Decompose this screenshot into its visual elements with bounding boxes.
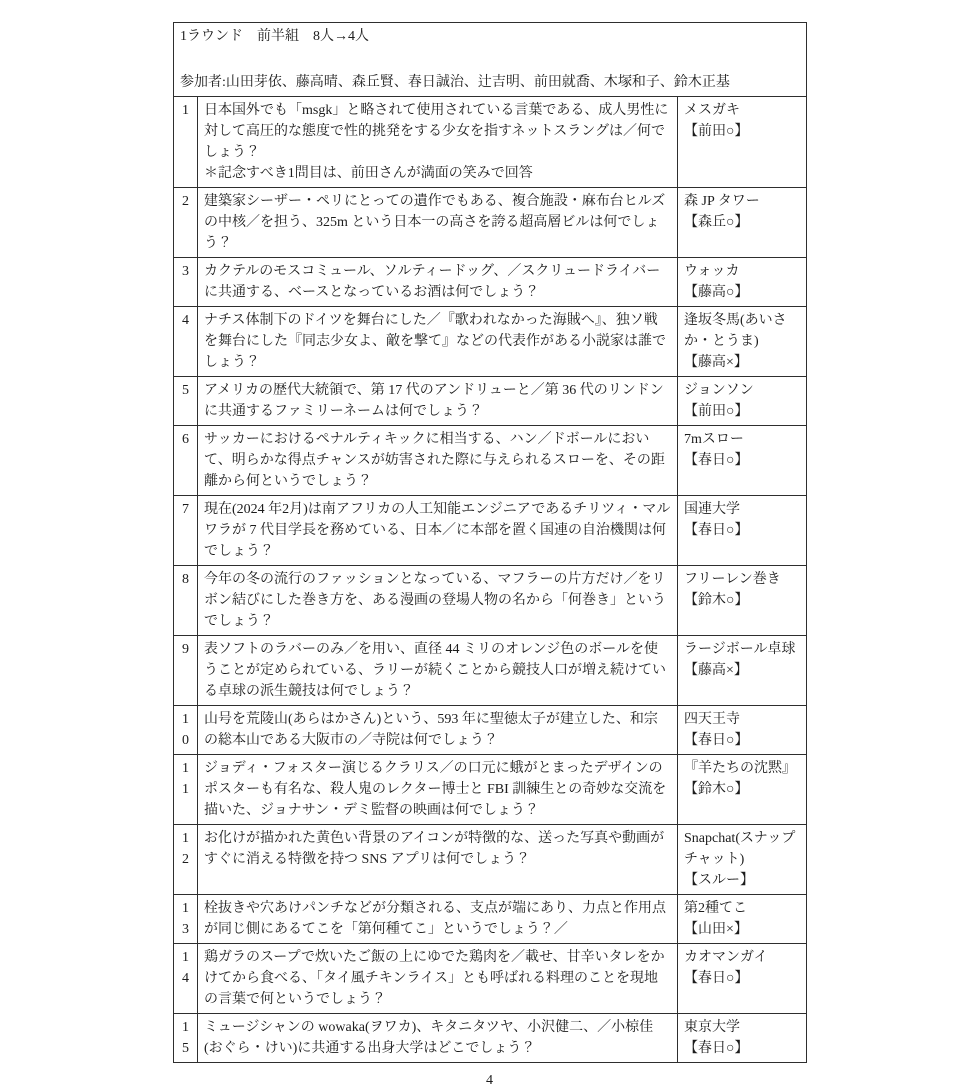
table-row — [174, 755, 807, 825]
question-number: 2 — [174, 188, 198, 258]
answer-text: 7mスロー — [684, 432, 744, 447]
answer-text: カオマンガイ — [684, 950, 768, 965]
answer-text: 四天王寺 — [684, 712, 740, 727]
question-text: 表ソフトのラバーのみ／を用い、直径 44 ミリのオレンジ色のボールを使うことが定められている、ラリーが続くことから競技人口が増え続けている卓球の派生競技は何でしょう？ — [204, 642, 666, 699]
answer-text: フリーレン巻き — [684, 572, 781, 587]
question-text: サッカーにおけるペナルティキックに相当する、ハン／ドボールにおいて、明らかな得点チャンスが妨害された際に与えられるスローを、その距離から何というでしょう？ — [204, 432, 665, 489]
header-cell — [174, 23, 807, 97]
question-number: 7 — [174, 496, 198, 566]
answer-text: メスガキ — [684, 103, 740, 118]
answer-text: Snapchat(スナップチャット) — [684, 831, 796, 867]
question-cell — [198, 307, 678, 377]
question-number: 10 — [174, 706, 198, 755]
question-number: 8 — [174, 566, 198, 636]
answer-cell — [678, 188, 807, 258]
table-row — [174, 706, 807, 755]
question-text: カクテルのモスコミュール、ソルティードッグ、／スクリュードライバーに共通する、ベースとなっているお酒は何でしょう？ — [204, 264, 661, 300]
question-text: ナチス体制下のドイツを舞台にした／『歌われなかった海賊へ』、独ソ戦を舞台にした『同志少女よ、敵を撃て』などの代表作がある小説家は誰でしょう？ — [204, 313, 666, 370]
answer-cell — [678, 258, 807, 307]
header-spacer — [180, 47, 800, 72]
question-cell — [198, 825, 678, 895]
answer-result: 【藤高×】 — [684, 663, 748, 678]
question-cell — [198, 1014, 678, 1063]
answer-cell — [678, 377, 807, 426]
table-row — [174, 426, 807, 496]
question-number: 3 — [174, 258, 198, 307]
answer-result: 【森丘○】 — [684, 215, 749, 230]
answer-cell — [678, 566, 807, 636]
answer-cell — [678, 944, 807, 1014]
answer-text: 逢坂冬馬(あいさか・とうま) — [684, 313, 787, 349]
question-cell — [198, 188, 678, 258]
question-text: 日本国外でも「msgk」と略されて使用されている言葉である、成人男性に対して高圧的な態度で性的挑発をする少女を指すネットスラングは／何でしょう？ — [204, 103, 669, 160]
page-number: 4 — [486, 1073, 493, 1088]
table-row — [174, 307, 807, 377]
answer-result: 【藤高○】 — [684, 285, 749, 300]
answer-cell — [678, 496, 807, 566]
header-row — [174, 23, 807, 97]
question-number: 9 — [174, 636, 198, 706]
answer-cell — [678, 636, 807, 706]
question-cell — [198, 636, 678, 706]
answer-text: 東京大学 — [684, 1020, 740, 1035]
question-cell — [198, 895, 678, 944]
answer-cell — [678, 1014, 807, 1063]
answer-cell — [678, 755, 807, 825]
answer-result: 【前田○】 — [684, 404, 749, 419]
answer-text: 第2種てこ — [684, 901, 747, 916]
table-row — [174, 895, 807, 944]
table-row — [174, 636, 807, 706]
answer-cell — [678, 825, 807, 895]
question-text: 建築家シーザー・ペリにとっての遺作でもある、複合施設・麻布台ヒルズの中核／を担う、325m という日本一の高さを誇る超高層ビルは何でしょう？ — [204, 194, 666, 251]
answer-result: 【山田×】 — [684, 922, 748, 937]
answer-cell — [678, 307, 807, 377]
answer-result: 【スルー】 — [684, 873, 754, 888]
answer-result: 【春日○】 — [684, 971, 749, 986]
question-number: 4 — [174, 307, 198, 377]
question-number: 6 — [174, 426, 198, 496]
answer-result: 【春日○】 — [684, 733, 749, 748]
table-row — [174, 97, 807, 188]
answer-result: 【藤高×】 — [684, 355, 748, 370]
table-row — [174, 496, 807, 566]
question-text: ジョディ・フォスター演じるクラリス／の口元に蛾がとまったデザインのポスターも有名な、殺人鬼のレクター博士と FBI 訓練生との奇妙な交流を描いた、ジョナサン・デミ監督の映画は何でしょう？ — [204, 761, 667, 818]
answer-cell — [678, 97, 807, 188]
question-text: ミュージシャンの wowaka(ヲワカ)、キタニタツヤ、小沢健二、／小椋佳(おぐら・けい)に共通する出身大学はどこでしょう？ — [204, 1020, 654, 1056]
question-text: アメリカの歴代大統領で、第 17 代のアンドリューと／第 36 代のリンドンに共通するファミリーネームは何でしょう？ — [204, 383, 664, 419]
question-number: 12 — [174, 825, 198, 895]
question-text: 現在(2024 年2月)は南アフリカの人工知能エンジニアであるチリツィ・マルワラが 7 代目学長を務めている、日本／に本部を置く国連の自治機関は何でしょう？ — [204, 502, 671, 559]
question-cell — [198, 944, 678, 1014]
answer-cell — [678, 706, 807, 755]
question-text: 栓抜きや穴あけパンチなどが分類される、支点が端にあり、力点と作用点が同じ側にあるてこを「第何種てこ」というでしょう？／ — [204, 901, 666, 937]
question-text: 鶏ガラのスープで炊いたご飯の上にゆでた鶏肉を／載せ、甘辛いタレをかけてから食べる、「タイ風チキンライス」とも呼ばれる料理のことを現地の言葉で何というでしょう？ — [204, 950, 665, 1007]
answer-cell — [678, 895, 807, 944]
question-cell — [198, 377, 678, 426]
round-title: 1ラウンド 前半組 8人→4人 — [180, 29, 369, 44]
table-row — [174, 377, 807, 426]
quiz-table-body — [174, 23, 807, 1063]
answer-result: 【春日○】 — [684, 1041, 749, 1056]
answer-cell — [678, 426, 807, 496]
table-row — [174, 1014, 807, 1063]
answer-text: ジョンソン — [684, 383, 754, 398]
question-number: 15 — [174, 1014, 198, 1063]
table-row — [174, 944, 807, 1014]
question-number: 13 — [174, 895, 198, 944]
question-cell — [198, 566, 678, 636]
question-text: 山号を荒陵山(あらはかさん)という、593 年に聖徳太子が建立した、和宗の総本山である大阪市の／寺院は何でしょう？ — [204, 712, 658, 748]
answer-result: 【鈴木○】 — [684, 593, 749, 608]
question-cell — [198, 97, 678, 188]
question-number: 5 — [174, 377, 198, 426]
question-cell — [198, 706, 678, 755]
table-row — [174, 258, 807, 307]
question-note: ＊記念すべき1問目は、前田さんが満面の笑みで回答 — [204, 166, 533, 181]
answer-text: ラージボール卓球 — [684, 642, 796, 657]
question-text: 今年の冬の流行のファッションとなっている、マフラーの片方だけ／をリボン結びにした巻き方を、ある漫画の登場人物の名から「何巻き」というでしょう？ — [204, 572, 666, 629]
answer-result: 【鈴木○】 — [684, 782, 749, 797]
question-number: 11 — [174, 755, 198, 825]
question-cell — [198, 755, 678, 825]
answer-text: ウォッカ — [684, 264, 740, 279]
question-number: 1 — [174, 97, 198, 188]
quiz-table — [173, 22, 807, 1063]
answer-result: 【春日○】 — [684, 523, 749, 538]
table-row — [174, 566, 807, 636]
table-row — [174, 188, 807, 258]
answer-text: 『羊たちの沈黙』 — [684, 761, 796, 776]
table-row — [174, 825, 807, 895]
question-number: 14 — [174, 944, 198, 1014]
question-text: お化けが描かれた黄色い背景のアイコンが特徴的な、送った写真や動画がすぐに消える特徴を持つ SNS アプリは何でしょう？ — [204, 831, 665, 867]
answer-result: 【春日○】 — [684, 453, 749, 468]
answer-text: 国連大学 — [684, 502, 740, 517]
question-cell — [198, 426, 678, 496]
question-cell — [198, 496, 678, 566]
answer-result: 【前田○】 — [684, 124, 749, 139]
answer-text: 森 JP タワー — [684, 194, 760, 209]
question-cell — [198, 258, 678, 307]
participants-line: 参加者:山田芽依、藤高晴、森丘賢、春日誠治、辻吉明、前田就喬、木塚和子、鈴木正基 — [180, 75, 730, 90]
